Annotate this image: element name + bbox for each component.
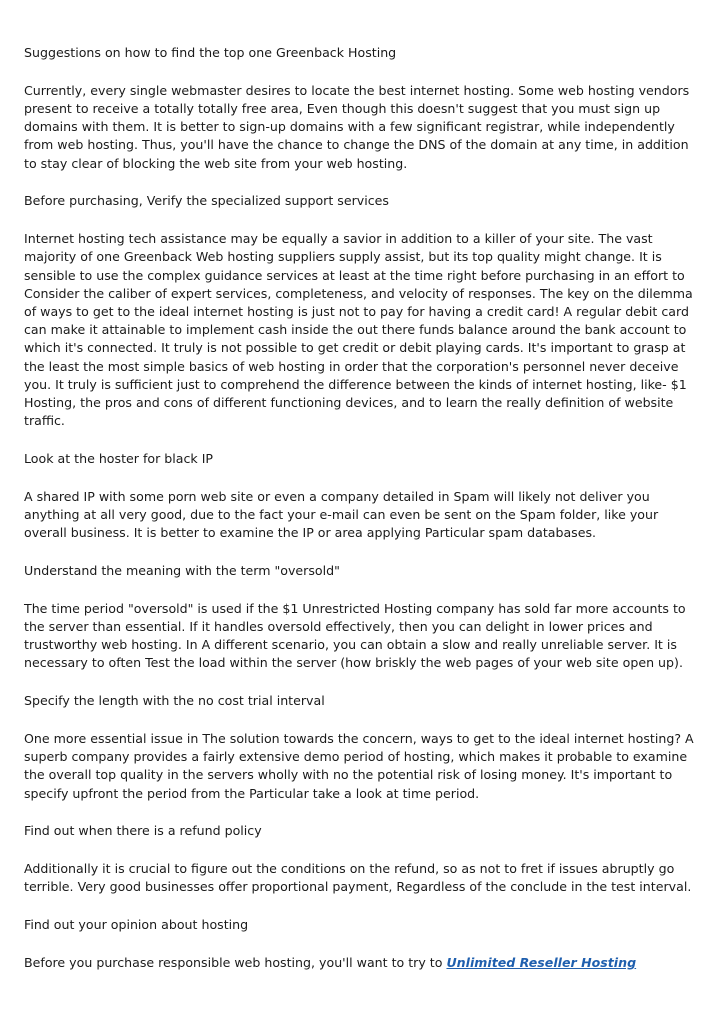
heading-black-ip: Look at the hoster for black IP [24,451,214,467]
document-title: Suggestions on how to find the top one Greenback Hosting [24,45,397,60]
paragraph-oversold: The time period "oversold" is used if the $1 Unrestricted Hosting company has sold far more accounts to the server than essential. If it handles oversold effectively, then you can delight in lower prices and trustworthy web hosting. In A different scenario, you can obtain a slow and really unreliable server. It is necessary to often Test the load within the server (how briskly the web pages of your web site open up). [24,600,686,671]
paragraph-intro: Currently, every single webmaster desires to locate the best internet hosting. Some web hosting vendors present to receive a totally totally free area, Even though this doesn't suggest that you must sign up domains with them. It is better to sign-up domains with a few significant registrar, while independently from web hosting. Thus, you'll have the chance to change the DNS of the domain at any time, in addition to stay clear of blocking the web site from your web hosting. [24,82,690,171]
heading-trial-interval: Specify the length with the no cost trial interval [24,693,325,709]
heading-support-services: Before purchasing, Verify the specialized support services [24,193,389,209]
paragraph-trial-interval: One more essential issue in The solution towards the concern, ways to get to the ideal internet hosting? A superb company provides a fairly extensive demo period of hosting, which makes it probable to examine the overall top quality in the servers wholly with no the potential risk of losing money. It's important to specify upfront the period from the Particular take a look at time period. [24,731,694,801]
heading-opinion: Find out your opinion about hosting [24,917,249,933]
paragraph-refund-policy: Additionally it is crucial to figure out the conditions on the refund, so as not to fret if issues abruptly go terrible. Very good businesses offer proportional payment, Regardless of the conclude in the test interval. [24,861,692,895]
paragraph-final-text: Before you purchase responsible web hosting, you'll want to try to [24,955,447,971]
heading-oversold: Understand the meaning with the term "oversold" [24,563,340,579]
paragraph-black-ip: A shared IP with some porn web site or even a company detailed in Spam will likely not deliver you anything at all very good, due to the fact your e-mail can even be sent on the Spam folder, like your overall business. It is better to examine the IP or area applying Particular spam databases. [24,488,659,541]
paragraph-support-services: Internet hosting tech assistance may be equally a savior in addition to a killer of your site. The vast majority of one Greenback Web hosting suppliers supply assist, but its top quality might change. It is sensible to use the complex guidance services at least at the time right before purchasing in an effort to Consider the caliber of expert services, completeness, and velocity of responses. The key on the dilemma of ways to get to the ideal internet hosting is just not to pay for having a credit card! A regular debit card can make it attainable to implement cash inside the out there funds balance around the bank account to which it's connected. It truly is not possible to get credit or debit playing cards. It's important to grasp at the least the most simple basics of web hosting in order that the corporation's personnel never deceive you. It truly is sufficient just to comprehend the difference between the kinds of internet hosting, like- $1 Hosting, the pros and cons of different functioning devices, and to learn the really definition of website traffic. [24,231,693,429]
unlimited-reseller-hosting-link[interactable]: Unlimited Reseller Hosting [446,955,637,971]
paragraph-final [24,954,696,972]
heading-refund-policy: Find out when there is a refund policy [24,823,262,839]
